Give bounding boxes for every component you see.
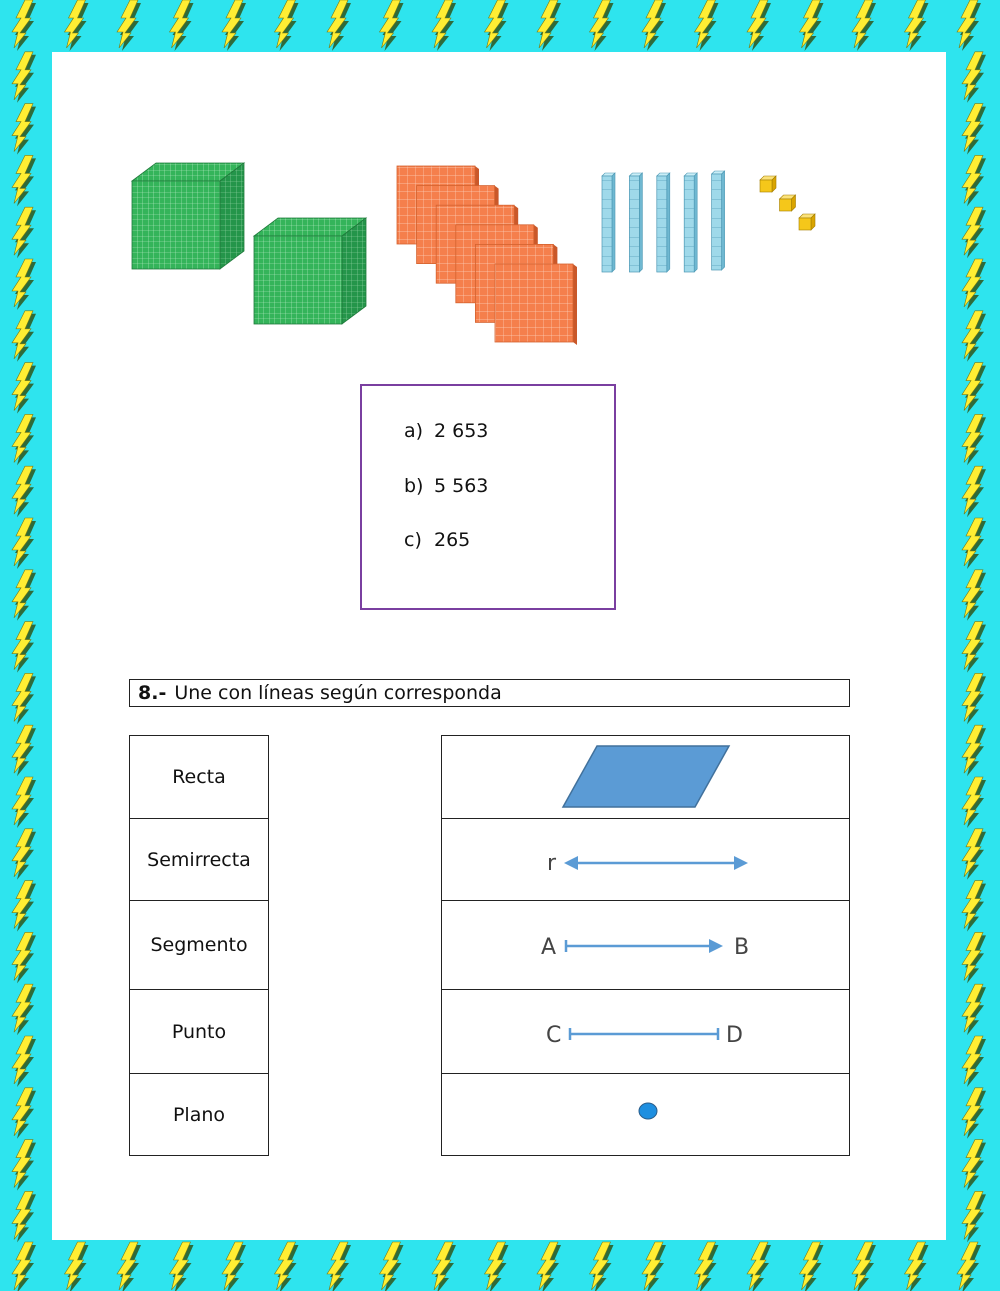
ten-rod-icon	[684, 173, 697, 272]
line-icon	[564, 856, 748, 870]
segment-start-label: C	[546, 1023, 562, 1048]
ten-rod-icon	[712, 171, 725, 270]
figure-cell-point[interactable]	[442, 1074, 849, 1155]
option-value: 265	[434, 529, 471, 551]
term-label: Recta	[172, 766, 226, 788]
line-label: r	[547, 851, 557, 876]
term-cell-semirrecta[interactable]	[130, 819, 268, 901]
option-a[interactable]	[404, 420, 488, 442]
segment-icon	[570, 1028, 718, 1040]
unit-cube-icon	[760, 176, 776, 192]
parallelogram-icon	[563, 746, 729, 807]
ray-start-label: A	[541, 935, 557, 960]
unit-cube-icon	[780, 195, 796, 211]
term-label: Semirrecta	[147, 848, 251, 871]
option-value: 2 653	[434, 420, 489, 442]
base-ten-blocks	[0, 0, 1000, 360]
term-cell-recta[interactable]	[130, 736, 268, 819]
ten-rod-icon	[657, 173, 670, 272]
thousand-cube-icon	[132, 163, 244, 269]
question-text: Une con líneas según corresponda	[174, 682, 502, 704]
term-label: Punto	[171, 1020, 227, 1043]
thousand-cube-icon	[254, 218, 366, 324]
ray-icon	[566, 939, 723, 953]
ten-rod-icon	[629, 173, 642, 272]
figures-table	[441, 735, 850, 1156]
figure-cell-line[interactable]	[442, 819, 849, 901]
term-label: Segmento	[150, 934, 248, 956]
option-letter: c)	[404, 529, 422, 551]
option-letter: a)	[404, 420, 424, 442]
term-cell-segmento[interactable]	[130, 901, 268, 990]
question-header	[129, 679, 850, 707]
answer-options-box	[360, 384, 616, 610]
ray-end-label: B	[734, 935, 750, 960]
figure-cell-segment[interactable]	[442, 990, 849, 1074]
unit-cube-icon	[799, 214, 815, 230]
point-icon	[639, 1103, 657, 1119]
terms-table	[129, 735, 269, 1156]
segment-end-label: D	[726, 1023, 743, 1048]
option-b[interactable]	[404, 475, 488, 497]
option-value: 5 563	[434, 475, 489, 497]
option-c[interactable]	[404, 529, 470, 551]
term-label: Plano	[172, 1103, 226, 1126]
figure-cell-parallelogram[interactable]	[442, 736, 849, 819]
hundred-flat-icon	[495, 264, 577, 345]
figure-cell-ray[interactable]	[442, 901, 849, 990]
term-cell-punto[interactable]	[130, 990, 268, 1074]
ten-rod-icon	[602, 173, 615, 272]
question-number: 8.-	[138, 682, 167, 704]
option-letter: b)	[404, 475, 424, 497]
term-cell-plano[interactable]	[130, 1074, 268, 1155]
